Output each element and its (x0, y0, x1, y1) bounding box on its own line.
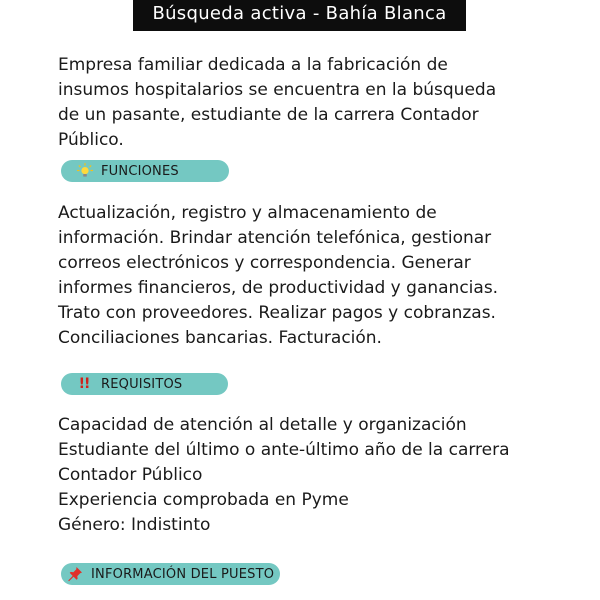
intro-paragraph: Empresa familiar dedicada a la fabricación de insumos hospitalarios se encuentra en la búsqueda de un pasante, estudiante de la carrera Contador Público. (58, 55, 497, 150)
lightbulb-icon (77, 163, 93, 179)
section-header-funciones (61, 160, 229, 182)
section-label-funciones: FUNCIONES (101, 163, 179, 179)
page-title-banner (133, 0, 466, 31)
section-label-requisitos: REQUISITOS (101, 376, 183, 392)
requisitos-paragraph: Capacidad de atención al detalle y organización Estudiante del último o ante-último año de la carrera Contador Público Experiencia comprobada en Pyme Género: Indistinto (58, 415, 510, 535)
page-title: Búsqueda activa - Bahía Blanca (152, 3, 447, 24)
section-label-informacion: INFORMACIÓN DEL PUESTO (91, 566, 275, 582)
pushpin-icon (67, 566, 83, 582)
double-exclamation-icon: !! (78, 376, 90, 392)
section-header-requisitos (61, 373, 228, 395)
funciones-paragraph: Actualización, registro y almacenamiento de información. Brindar atención telefónica, gestionar correos electrónicos y correspondencia. Generar informes financieros, de productividad y ganancias. Trato con proveedores. Realizar pagos y cobranzas. Conciliaciones bancarias. Facturación. (58, 203, 499, 348)
section-header-informacion-del-puesto (61, 563, 280, 585)
